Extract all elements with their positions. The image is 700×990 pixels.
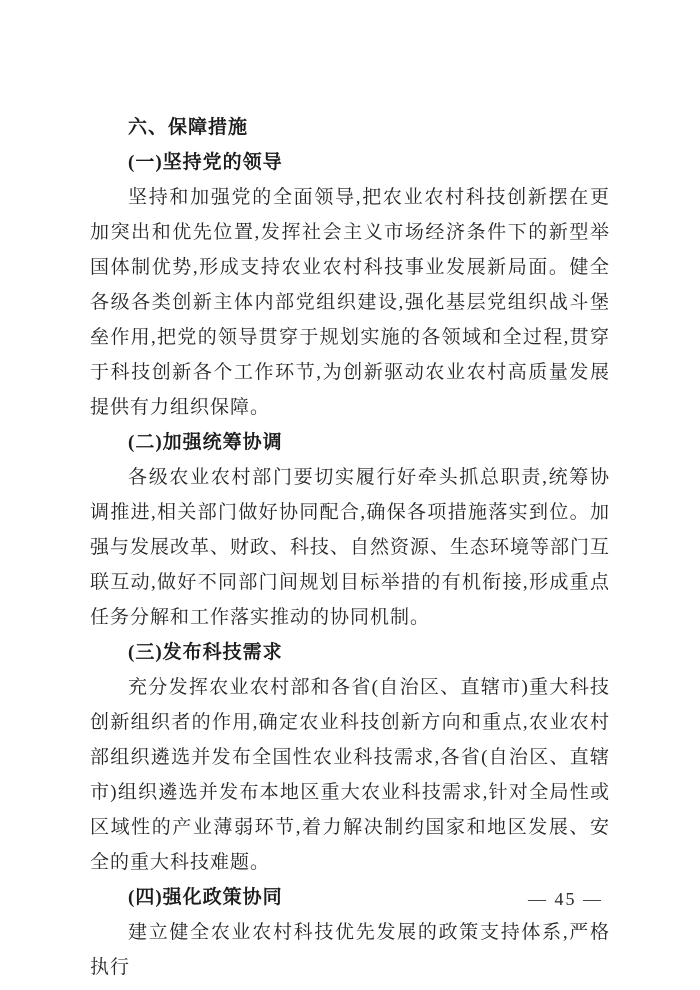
chapter-heading: 六、保障措施 [128,117,249,138]
section-publish-tech-needs [90,635,610,880]
section-heading: (四)强化政策协同 [128,887,283,908]
section-heading: (三)发布科技需求 [128,642,283,663]
section-paragraph: 各级农业农村部门要切实履行好牵头抓总职责,统筹协调推进,相关部门做好协同配合,确保各项措施落实到位。加强与发展改革、财政、科技、自然资源、生态环境等部门互联互动,做好不同部门间规划目标举措的有机衔接,形成重点任务分解和工作落实推动的协同机制。 [90,467,611,628]
section-party-leadership [90,145,610,425]
document-body [90,110,610,985]
section-paragraph: 充分发挥农业农村部和各省(自治区、直辖市)重大科技创新组织者的作用,确定农业科技创新方向和重点,农业农村部组织遴选并发布全国性农业科技需求,各省(自治区、直辖市)组织遴选并发布本地区重大农业科技需求,针对全局性或区域性的产业薄弱环节,着力解决制约国家和地区发展、安全的重大科技难题。 [90,677,610,873]
section-paragraph: 坚持和加强党的全面领导,把农业农村科技创新摆在更加突出和优先位置,发挥社会主义市场经济条件下的新型举国体制优势,形成支持农业农村科技事业发展新局面。健全各级各类创新主体内部党组织建设,强化基层党组织战斗堡垒作用,把党的领导贯穿于规划实施的各领域和全过程,贯穿于科技创新各个工作环节,为创新驱动农业农村高质量发展提供有力组织保障。 [90,187,610,418]
section-heading: (二)加强统筹协调 [128,432,283,453]
page-number: — 45 — [528,889,603,909]
section-paragraph: 建立健全农业农村科技优先发展的政策支持体系,严格执行 [90,922,610,978]
section-overall-coordination [90,425,610,635]
section-heading: (一)坚持党的领导 [128,152,283,173]
